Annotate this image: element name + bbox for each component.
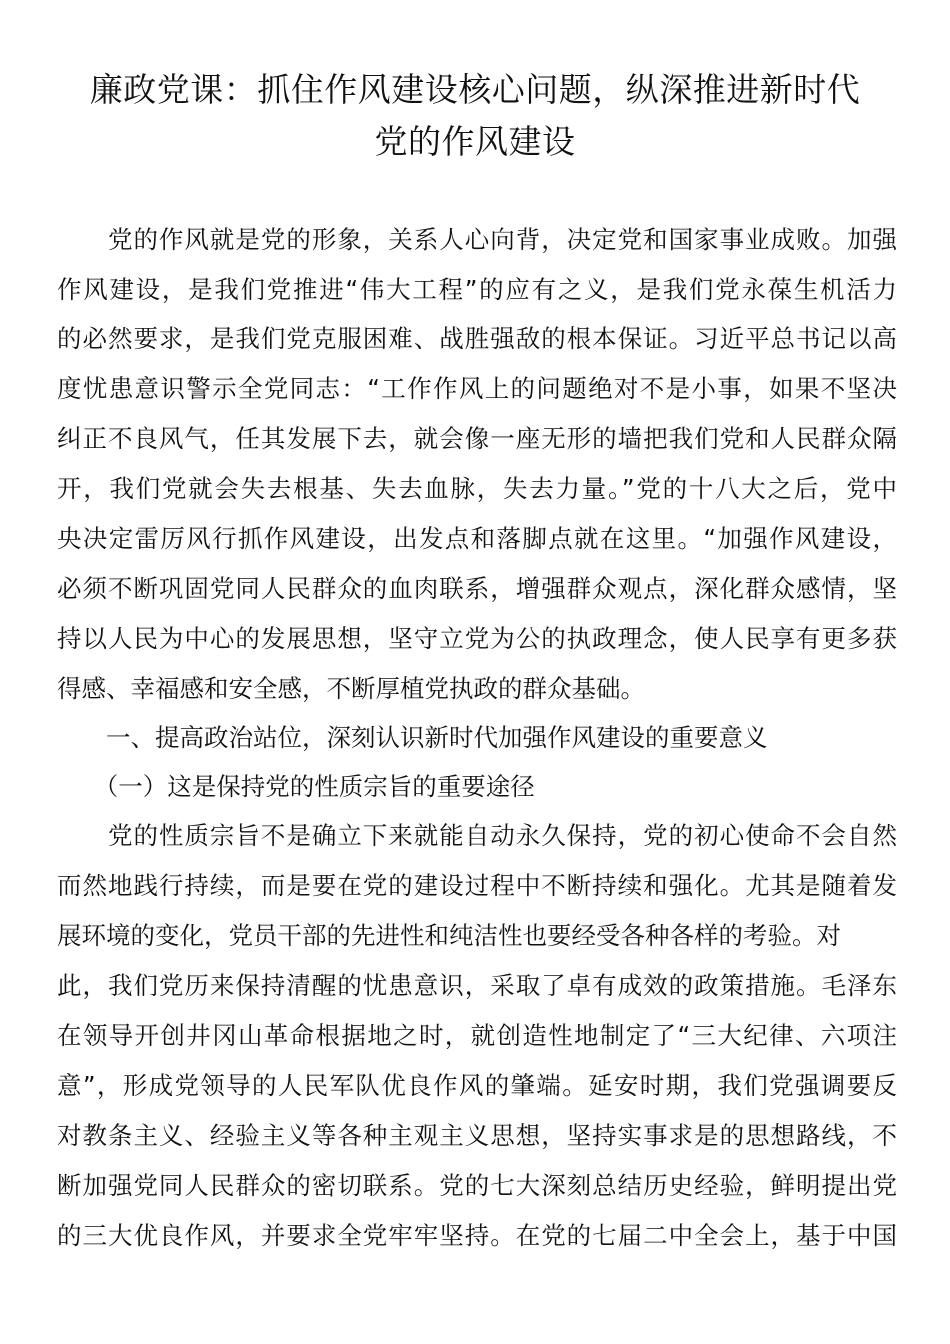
title-line-1: 廉政党课：抓住作风建设核心问题，纵深推进新时代 [89,70,861,109]
body-line: 度忧患意识警示全党同志：“工作作风上的问题绝对不是小事，如果不坚决 [57,374,897,403]
body-line: 的三大优良作风，并要求全党牢牢坚持。在党的七届二中全会上，基于中国 [57,1221,897,1250]
body-line: 的必然要求，是我们党克服困难、战胜强敌的根本保证。习近平总书记以高 [57,324,897,353]
body-line: 得感、幸福感和安全感，不断厚植党执政的群众基础。 [57,674,645,703]
body-line: 展环境的变化，党员干部的先进性和纯洁性也要经受各种各样的考验。对 [57,921,841,950]
body-line: 对教条主义、经验主义等各种主观主义思想，坚持实事求是的思想路线，不 [57,1121,897,1150]
body-line: 央决定雷厉风行抓作风建设，出发点和落脚点就在这里。“加强作风建设， [57,524,897,553]
body-line: 在领导开创井冈山革命根据地之时，就创造性地制定了“三大纪律、六项注 [57,1021,897,1050]
title-line-2: 党的作风建设 [374,122,576,161]
body-line: 党的性质宗旨不是确立下来就能自动永久保持，党的初心使命不会自然 [57,821,897,850]
body-line: 作风建设，是我们党推进“伟大工程”的应有之义，是我们党永葆生机活力 [57,275,897,304]
document-title [40,64,910,168]
body-line: 持以人民为中心的发展思想，坚守立党为公的执政理念，使人民享有更多获 [57,624,897,653]
body-line: 而然地践行持续，而是要在党的建设过程中不断持续和强化。尤其是随着发 [57,871,897,900]
body-line: 纠正不良风气，任其发展下去，就会像一座无形的墙把我们党和人民群众隔 [57,424,897,453]
body-line: 此，我们党历来保持清醒的忧患意识，采取了卓有成效的政策措施。毛泽东 [57,971,897,1000]
subsection-heading: （一）这是保持党的性质宗旨的重要途径 [57,772,535,801]
body-line: 断加强党同人民群众的密切联系。党的七大深刻总结历史经验，鲜明提出党 [57,1171,897,1200]
body-line: 必须不断巩固党同人民群众的血肉联系，增强群众观点，深化群众感情，坚 [57,574,897,603]
body-line: 党的作风就是党的形象，关系人心向背，决定党和国家事业成败。加强 [57,225,897,254]
section-heading: 一、提高政治站位，深刻认识新时代加强作风建设的重要意义 [57,723,768,752]
body-line: 开，我们党就会失去根基、失去血脉，失去力量。”党的十八大之后，党中 [57,474,897,503]
body-line: 意”，形成党领导的人民军队优良作风的肇端。延安时期，我们党强调要反 [57,1071,897,1100]
